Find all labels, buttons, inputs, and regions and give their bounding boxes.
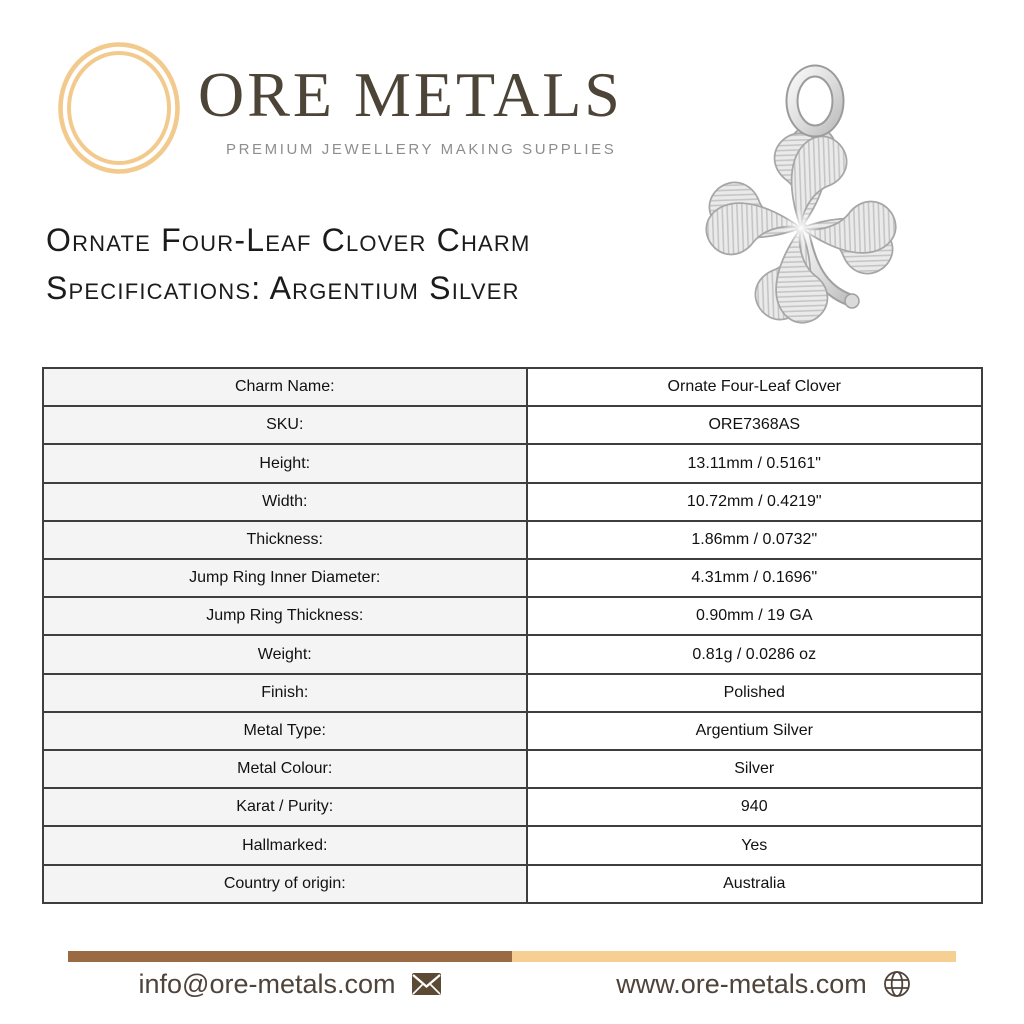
spec-label: Metal Type: (43, 712, 527, 750)
page-title-line2: Specifications: Argentium Silver (46, 270, 520, 306)
table-row (43, 635, 982, 673)
spec-value: 4.31mm / 0.1696" (527, 559, 983, 597)
spec-label: Width: (43, 483, 527, 521)
globe-icon (882, 969, 912, 999)
divider-brown-segment (68, 951, 512, 962)
spec-value: Yes (527, 826, 983, 864)
spec-value: Australia (527, 865, 983, 903)
spec-value: 940 (527, 788, 983, 826)
logo-double-ring-icon (56, 40, 183, 176)
product-photo-clover-charm-image (698, 38, 916, 330)
brand-tagline: PREMIUM JEWELLERY MAKING SUPPLIES (226, 141, 617, 158)
spec-value: 0.90mm / 19 GA (527, 597, 983, 635)
spec-value: 10.72mm / 0.4219" (527, 483, 983, 521)
spec-table (42, 367, 983, 904)
footer-email-group (68, 963, 512, 1005)
envelope-icon (411, 972, 442, 996)
table-row (43, 750, 982, 788)
spec-value: Polished (527, 674, 983, 712)
table-row (43, 559, 982, 597)
spec-label: Metal Colour: (43, 750, 527, 788)
spec-label: Charm Name: (43, 368, 527, 406)
table-row (43, 788, 982, 826)
table-row (43, 865, 982, 903)
table-row (43, 368, 982, 406)
table-row (43, 674, 982, 712)
footer-divider (68, 951, 956, 962)
divider-gold-segment (512, 951, 956, 962)
spec-label: Finish: (43, 674, 527, 712)
spec-label: Weight: (43, 635, 527, 673)
footer-website-group (542, 963, 986, 1005)
table-row (43, 712, 982, 750)
table-row (43, 826, 982, 864)
table-row (43, 597, 982, 635)
page-title-line1: Ornate Four-Leaf Clover Charm (46, 222, 531, 258)
brand-name: ORE METALS (198, 59, 623, 130)
spec-label: Country of origin: (43, 865, 527, 903)
spec-label: Karat / Purity: (43, 788, 527, 826)
spec-label: SKU: (43, 406, 527, 444)
table-row (43, 406, 982, 444)
spec-value: Argentium Silver (527, 712, 983, 750)
spec-value: 1.86mm / 0.0732" (527, 521, 983, 559)
footer-email-text: info@ore-metals.com (138, 968, 396, 999)
spec-value: Ornate Four-Leaf Clover (527, 368, 983, 406)
spec-label: Thickness: (43, 521, 527, 559)
spec-value: ORE7368AS (527, 406, 983, 444)
spec-value: 13.11mm / 0.5161" (527, 444, 983, 482)
table-row (43, 444, 982, 482)
spec-label: Height: (43, 444, 527, 482)
spec-label: Jump Ring Inner Diameter: (43, 559, 527, 597)
spec-label: Hallmarked: (43, 826, 527, 864)
footer-website-text: www.ore-metals.com (616, 968, 867, 999)
table-row (43, 521, 982, 559)
spec-label: Jump Ring Thickness: (43, 597, 527, 635)
table-row (43, 483, 982, 521)
spec-value: Silver (527, 750, 983, 788)
spec-value: 0.81g / 0.0286 oz (527, 635, 983, 673)
